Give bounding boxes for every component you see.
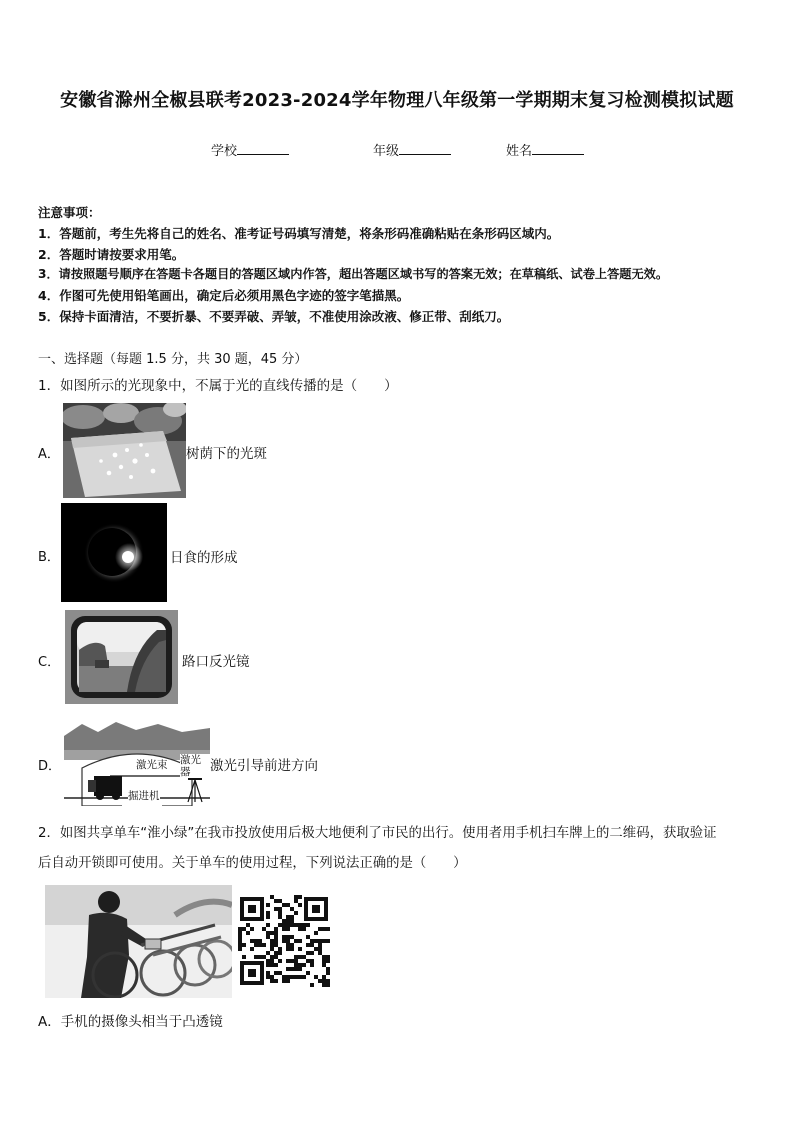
option-d-letter: D． [38,759,62,774]
qr-module [302,955,306,959]
qr-module [298,927,302,931]
qr-module [298,947,302,951]
qr-module [238,935,242,939]
tree-shade-photo [63,403,186,498]
qr-module [306,959,310,963]
qr-module [278,951,282,955]
qr-module [258,943,262,947]
qr-module [250,939,254,943]
qr-module [318,943,322,947]
qr-module [326,927,330,931]
qr-module [298,967,302,971]
qr-module [310,959,314,963]
qr-module [322,975,326,979]
qr-module [246,923,250,927]
qr-module [326,967,330,971]
qr-module [238,939,242,943]
qr-module [238,947,242,951]
qr-module [286,939,290,943]
qr-module [290,919,294,923]
qr-module [262,955,266,959]
qr-module [282,903,286,907]
qr-module [286,903,290,907]
option-d-text: 激光引导前进方向 [210,758,318,774]
note-item: 3．请按照题号顺序在答题卡各题目的答题区域内作答，超出答题区域书写的答案无效；在草稿纸、试卷上答题无效。 [38,267,669,281]
qr-module [294,959,298,963]
section-title: 一、选择题（每题 1.5 分，共 30 题，45 分） [38,352,308,367]
qr-module [266,959,270,963]
qr-module [286,915,290,919]
qr-module [262,927,266,931]
qr-module [282,939,286,943]
qr-module [278,907,282,911]
school-blank[interactable] [237,142,289,155]
qr-module [310,983,314,987]
qr-module [294,939,298,943]
qr-module [306,923,310,927]
qr-module [310,963,314,967]
qr-module [266,911,270,915]
qr-module [322,979,326,983]
qr-module [270,931,274,935]
qr-module [294,923,298,927]
qr-module [282,919,286,923]
qr-module [294,963,298,967]
qr-module [298,923,302,927]
qr-module [278,899,282,903]
note-item: 1．答题前，考生先将自己的姓名、准考证号码填写清楚，将条形码准确粘贴在条形码区域内。 [38,226,560,241]
qr-module [270,955,274,959]
page-title: 安徽省滁州全椒县联考2023-2024学年物理八年级第一学期期末复习检测模拟试题 [60,90,734,111]
qr-module [278,915,282,919]
qr-module [238,927,242,931]
qr-module [306,943,310,947]
qr-module [286,947,290,951]
option-a-letter: A． [38,447,60,462]
solar-eclipse-photo [61,503,167,602]
note-item: 2．答题时请按要求用笔。 [38,247,185,262]
qr-module [294,955,298,959]
qr-module [290,975,294,979]
qr-module [266,923,270,927]
qr-module [290,915,294,919]
qr-module [282,979,286,983]
qr-module [274,943,278,947]
qr-module [294,911,298,915]
qr-module [238,943,242,947]
qr-module [302,923,306,927]
qr-module [266,931,270,935]
qr-module [290,907,294,911]
qr-module [310,951,314,955]
qr-module [258,939,262,943]
qr-module [274,939,278,943]
name-field [506,140,584,159]
qr-module [302,963,306,967]
qr-module [326,983,330,987]
qr-module [298,975,302,979]
qr-module [318,951,322,955]
qr-module [286,923,290,927]
question-1-stem: 1．如图所示的光现象中，不属于光的直线传播的是（ ） [38,378,398,394]
qr-module [294,967,298,971]
school-field [211,140,289,159]
qr-module [274,979,278,983]
qr-module [290,947,294,951]
qr-module [294,899,298,903]
qr-module [282,975,286,979]
qr-module [278,923,282,927]
qr-module [306,935,310,939]
qr-module [326,959,330,963]
qr-module [254,943,258,947]
qr-module [266,903,270,907]
qr-module [274,935,278,939]
qr-module [270,895,274,899]
qr-module [282,923,286,927]
qr-module [290,935,294,939]
qr-module [318,927,322,931]
question-2-stem-line2: 后自动开锁即可使用。关于单车的使用过程，下列说法正确的是（ ） [38,856,467,871]
qr-module [266,971,270,975]
qr-module [250,947,254,951]
qr-module [274,899,278,903]
option-b-letter: B． [38,550,60,565]
qr-module [274,907,278,911]
qr-module [270,975,274,979]
q2-option-a [38,1010,223,1030]
qr-module [270,947,274,951]
question-2-stem-line1: 2．如图共享单车“淮小绿”在我市投放使用后极大地便利了市民的出行。使用者用手机扫车牌上的二维码，获取验证 [38,826,717,841]
grade-blank[interactable] [399,142,451,155]
qr-module [254,939,258,943]
q2-option-a-text: 手机的摄像头相当于凸透镜 [60,1014,223,1030]
laser-device-label: 激光器 [180,754,210,778]
qr-module [274,971,278,975]
qr-module [270,979,274,983]
qr-module [282,927,286,931]
qr-module [274,955,278,959]
qr-module [310,939,314,943]
qr-module [286,919,290,923]
qr-module [278,959,282,963]
qr-module [274,951,278,955]
qr-module [286,927,290,931]
qr-module [318,979,322,983]
qr-module [298,903,302,907]
tunneling-machine-label: 掘进机 [128,790,160,802]
name-label: 姓名 [506,144,533,159]
option-b-text: 日食的形成 [170,550,238,566]
qr-module [274,927,278,931]
laser-beam-label: 激光束 [136,759,168,771]
qr-module [262,943,266,947]
qr-module [326,971,330,975]
qr-module [314,947,318,951]
qr-module [266,915,270,919]
qr-module [254,955,258,959]
qr-module [286,979,290,983]
qr-module [310,943,314,947]
qr-module [278,971,282,975]
option-c-text: 路口反光镜 [182,654,250,670]
qr-module [314,975,318,979]
qr-module [290,923,294,927]
shared-bike-photo [45,885,232,998]
qr-module [322,963,326,967]
qr-module [302,927,306,931]
qr-module [274,931,278,935]
qr-module [322,927,326,931]
qr-module [294,895,298,899]
q2-option-a-letter: A． [38,1014,61,1030]
qr-module [286,935,290,939]
qr-module [250,927,254,931]
school-label: 学校 [211,144,238,159]
qr-module [270,963,274,967]
qr-module [266,975,270,979]
grade-field [373,140,451,159]
qr-module [290,943,294,947]
qr-module [326,979,330,983]
qr-module [266,935,270,939]
qr-module [238,931,242,935]
qr-module [242,927,246,931]
qr-module [286,959,290,963]
road-mirror-photo [65,610,178,704]
qr-module [290,959,294,963]
name-blank[interactable] [532,142,584,155]
qr-module [278,947,282,951]
qr-module [298,963,302,967]
qr-module [242,943,246,947]
qr-module [278,911,282,915]
note-item: 4．作图可先使用铅笔画出，确定后必须用黑色字迹的签字笔描黑。 [38,288,410,303]
notes-heading: 注意事项： [38,205,101,220]
qr-module [322,959,326,963]
qr-module [294,975,298,979]
qr-module [270,959,274,963]
qr-module [302,975,306,979]
qr-module [242,955,246,959]
option-a-text: 树荫下的光斑 [186,446,267,462]
qr-module [246,931,250,935]
qr-module [326,955,330,959]
qr-module [298,939,302,943]
qr-module [270,939,274,943]
qr-module [266,951,270,955]
qr-module [286,967,290,971]
qr-module [286,975,290,979]
qr-module [258,955,262,959]
qr-module [322,939,326,943]
qr-module [314,931,318,935]
qr-module [298,895,302,899]
tunnel-laser-diagram [64,720,210,806]
qr-module [322,955,326,959]
qr-module [290,967,294,971]
qr-module [318,939,322,943]
qr-module [306,951,310,955]
qr-module [326,939,330,943]
qr-module [322,983,326,987]
grade-label: 年级 [373,144,400,159]
qr-code-image [238,895,330,987]
option-c-letter: C． [38,655,61,670]
qr-module [298,955,302,959]
qr-module [270,943,274,947]
qr-module [274,963,278,967]
qr-module [306,971,310,975]
qr-module [282,935,286,939]
qr-module [286,943,290,947]
note-item: 5．保持卡面清洁，不要折暴、不要弄破、弄皱，不准使用涂改液、修正带、刮纸刀。 [38,309,510,324]
qr-module [318,947,322,951]
qr-module [266,963,270,967]
qr-module [314,939,318,943]
